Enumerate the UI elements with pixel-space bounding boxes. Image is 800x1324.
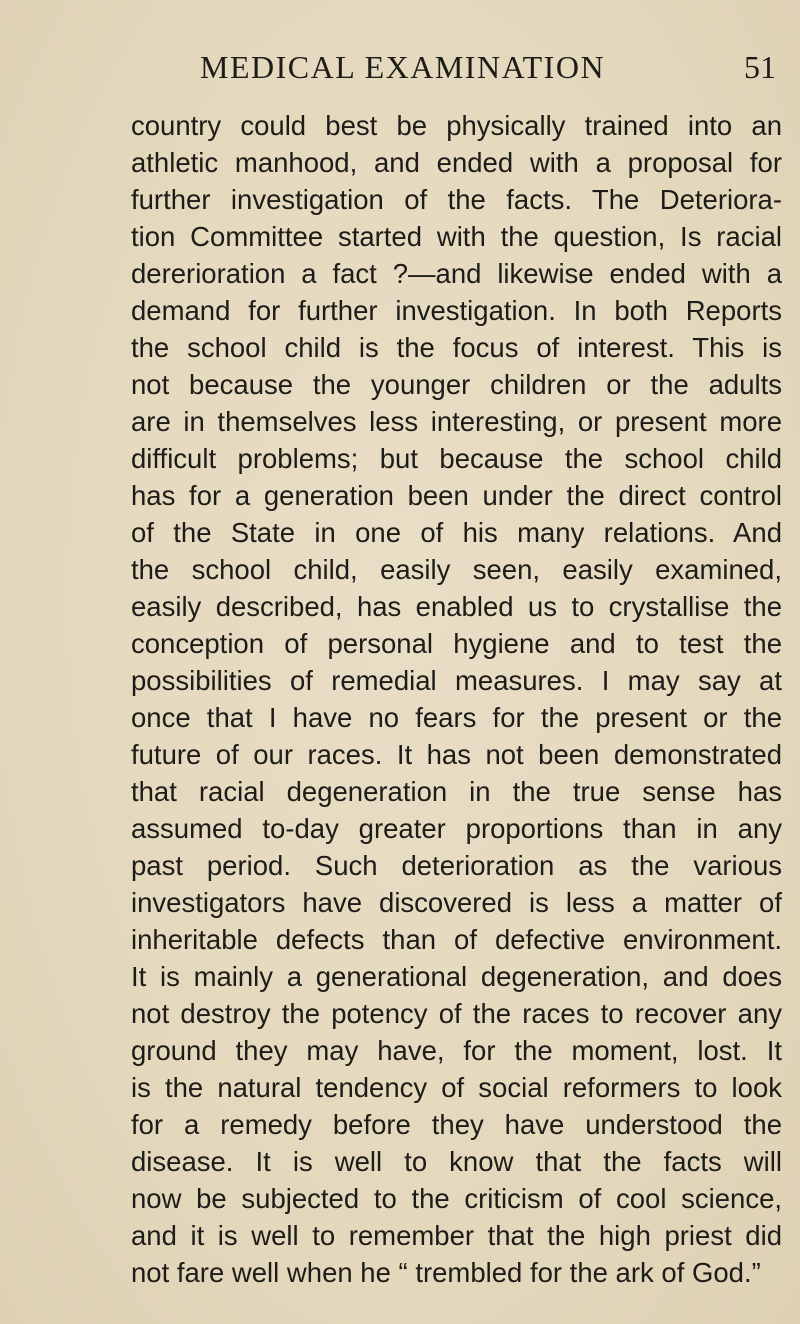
text-line: once that I have no fears for the present or the bbox=[131, 702, 782, 733]
running-head-title: MEDICAL EXAMINATION bbox=[200, 49, 606, 85]
text-line: investigators have discovered is less a matter of bbox=[131, 887, 782, 918]
text-line: the school child, easily seen, easily examined, bbox=[131, 554, 782, 585]
text-line: possibilities of remedial measures. I may say at bbox=[131, 665, 782, 696]
text-line: conception of personal hygiene and to test the bbox=[131, 628, 782, 659]
text-line: athletic manhood, and ended with a proposal for bbox=[131, 147, 782, 178]
text-line: for a remedy before they have understood the bbox=[131, 1109, 782, 1140]
text-line: that racial degeneration in the true sense has bbox=[131, 776, 782, 807]
text-line: It is mainly a generational degeneration, and does bbox=[131, 961, 782, 992]
text-line: the school child is the focus of interest. This is bbox=[131, 332, 782, 363]
text-line: demand for further investigation. In both Reports bbox=[131, 295, 782, 326]
text-line: easily described, has enabled us to crystallise the bbox=[131, 591, 782, 622]
text-line: ground they may have, for the moment, lost. It bbox=[131, 1035, 782, 1066]
text-line: now be subjected to the criticism of cool science, bbox=[131, 1183, 782, 1214]
text-line: are in themselves less interesting, or present more bbox=[131, 406, 782, 437]
text-line: past period. Such deterioration as the various bbox=[131, 850, 782, 881]
text-line: dererioration a fact ?—and likewise ended with a bbox=[131, 258, 782, 289]
text-line: future of our races. It has not been demonstrated bbox=[131, 739, 782, 770]
text-line: not because the younger children or the adults bbox=[131, 369, 782, 400]
page-number: 51 bbox=[744, 49, 776, 85]
text-line: has for a generation been under the direct control bbox=[131, 480, 782, 511]
text-line: disease. It is well to know that the facts will bbox=[131, 1146, 782, 1177]
text-line: assumed to-day greater proportions than in any bbox=[131, 813, 782, 844]
text-line: and it is well to remember that the high priest did bbox=[131, 1220, 782, 1251]
text-line: not destroy the potency of the races to recover any bbox=[131, 998, 782, 1029]
text-line: country could best be physically trained into an bbox=[131, 110, 782, 141]
text-line: difficult problems; but because the school child bbox=[131, 443, 782, 474]
text-line: of the State in one of his many relations. And bbox=[131, 517, 782, 548]
text-line: not fare well when he “ trembled for the ark of God.” bbox=[131, 1257, 761, 1288]
text-line: is the natural tendency of social reformers to look bbox=[131, 1072, 782, 1103]
text-line: inheritable defects than of defective environment. bbox=[131, 924, 782, 955]
text-line: tion Committee started with the question, Is racial bbox=[131, 221, 782, 252]
text-line: further investigation of the facts. The Deteriora- bbox=[131, 184, 782, 215]
